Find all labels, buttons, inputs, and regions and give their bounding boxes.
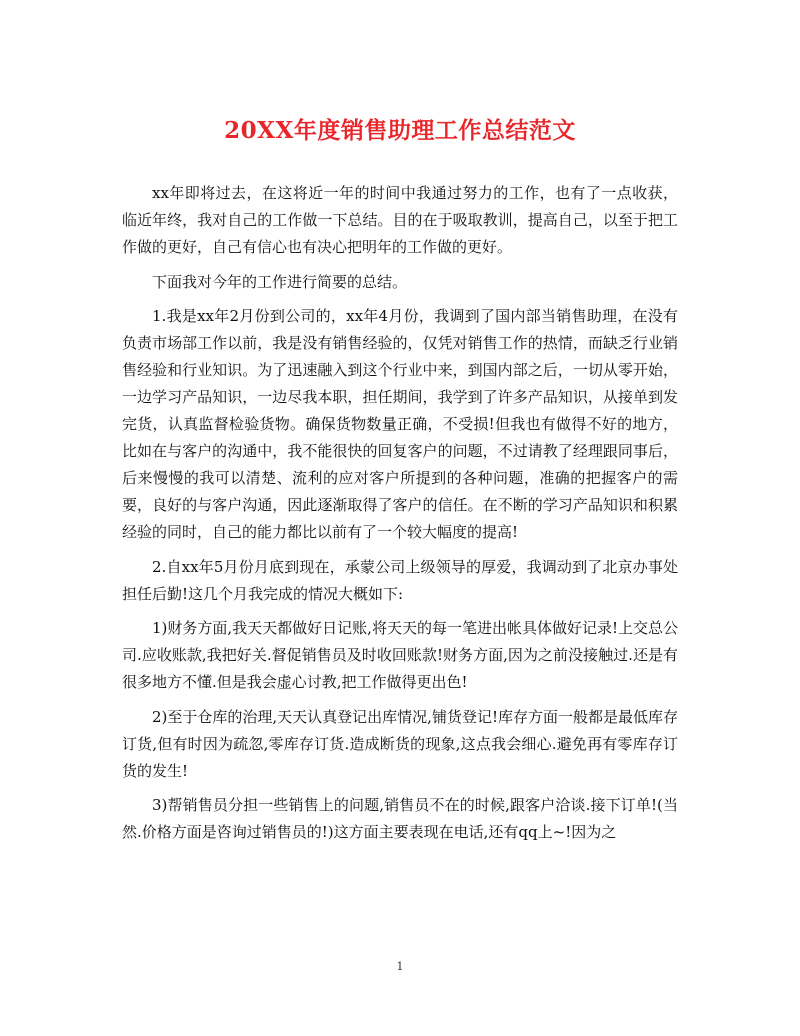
paragraph-summary-lead: 下面我对今年的工作进行简要的总结。: [152, 272, 408, 291]
paragraph-item-2: 2.自xx年5月份月底到现在，承蒙公司上级领导的厚爱，我调动到了北京办事处担任后勤!这几个月我完成的情况大概如下:: [122, 557, 678, 603]
paragraph-item-1: 1.我是xx年2月份到公司的，xx年4月份，我调到了国内部当销售助理，在没有负责市场部工作以前，我是没有销售经验的，仅凭对销售工作的热情，而缺乏行业销售经验和行业知识。为了迅速融入到这个行业中来，到国内部之后，一切从零开始，一边学习产品知识，一边尽我本职，担任期间，我学到了许多产品知识，从接单到发完货，认真监督检验货物。确保货物数量正确，不受损!但我也有做得不好的地方，比如在与客户的沟通中，我不能很快的回复客户的问题，不过请教了经理跟同事后，后来慢慢的我可以清楚、流利的应对客户所提到的各种问题，准确的把握客户的需要，良好的与客户沟通，因此逐渐取得了客户的信任。在不断的学习产品知识和积累经验的同时，自己的能力都比以前有了一个较大幅度的提高!: [122, 307, 678, 541]
paragraph-intro: xx年即将过去，在这将近一年的时间中我通过努力的工作，也有了一点收获，临近年终，我对自己的工作做一下总结。目的在于吸取教训，提高自己，以至于把工作做的更好，自己有信心也有决心把明年的工作做的更好。: [122, 184, 678, 256]
document-body: [122, 180, 678, 854]
paragraph-finance: 1)财务方面,我天天都做好日记账,将天天的每一笔进出帐具体做好记录!上交总公司.应收账款,我把好关.督促销售员及时收回账款!财务方面,因为之前没接触过.还是有很多地方不懂.但是我会虚心讨教,把工作做得更出色!: [122, 619, 678, 691]
paragraph-warehouse: 2)至于仓库的治理,天天认真登记出库情况,铺货登记!库存方面一般都是最低库存订货,但有时因为疏忽,零库存订货.造成断货的现象,这点我会细心.避免再有零库存订货的发生!: [122, 707, 678, 780]
page-number: 1: [396, 960, 404, 973]
document-title: 20XX年度销售助理工作总结范文: [224, 117, 576, 144]
paragraph-sales-support: 3)帮销售员分担一些销售上的问题,销售员不在的时候,跟客户洽谈.接下订单!(当然.价格方面是咨询过销售员的!)这方面主要表现在电话,还有qq上~!因为之: [122, 796, 678, 841]
